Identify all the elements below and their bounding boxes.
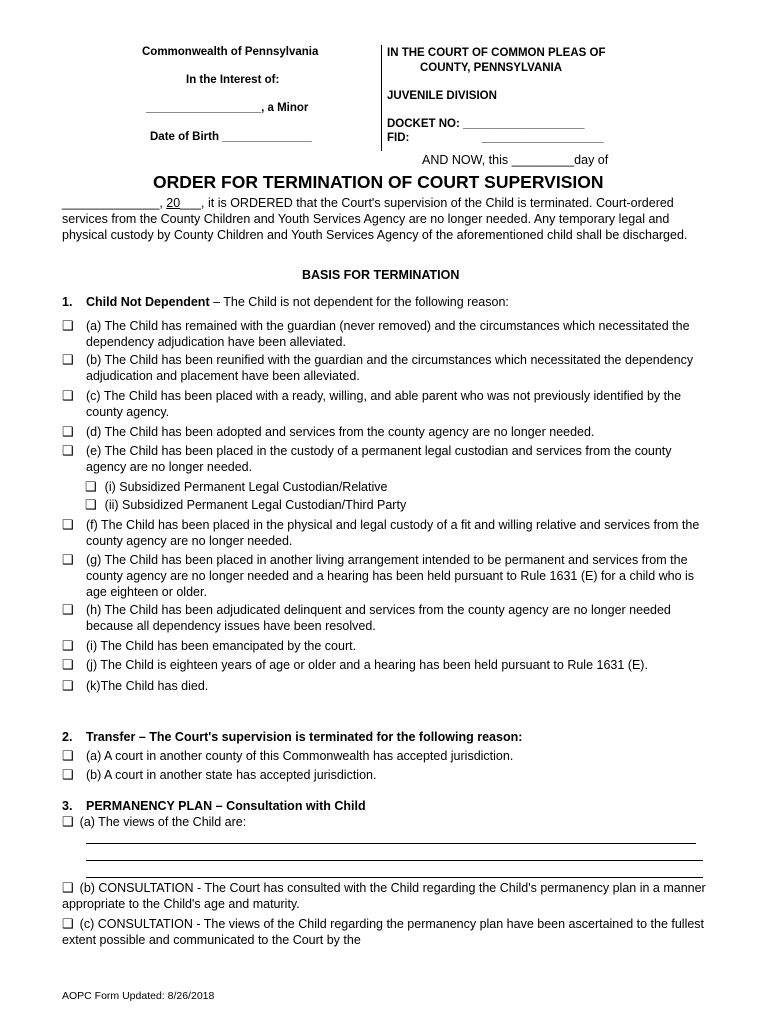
checkbox-item-3c[interactable] <box>62 916 712 948</box>
section1-rest: – The Child is not dependent for the following reason: <box>209 295 509 309</box>
item-text: (a) The views of the Child are: <box>79 815 247 829</box>
juvenile-division-label: JUVENILE DIVISION <box>387 90 497 102</box>
fid-field: ___________________ <box>482 132 604 144</box>
intro-date-blank: ______________, <box>62 196 167 210</box>
item-text: (b) A court in another state has accepted jurisdiction. <box>86 768 377 782</box>
checkbox-item-3b[interactable] <box>62 880 712 912</box>
item-text: (h) The Child has been adjudicated delinquent and services from the county agency are no longer needed because all dependency issues have been resolved. <box>86 603 671 633</box>
court-name-line2: COUNTY, PENNSYLVANIA <box>420 62 563 74</box>
checkbox-item-1k[interactable] <box>62 678 712 694</box>
document-title: ORDER FOR TERMINATION OF COURT SUPERVISION <box>153 172 604 192</box>
checkbox-item-1a[interactable] <box>62 318 712 350</box>
checkbox-icon[interactable]: ❑ <box>62 552 74 567</box>
section1-number: 1. <box>62 295 73 309</box>
and-now-line: AND NOW, this _________day of <box>422 153 609 167</box>
checkbox-icon[interactable]: ❑ <box>62 657 74 672</box>
item-text: (j) The Child is eighteen years of age or older and a hearing has been held pursuant to Rule 1631 (E). <box>86 658 648 672</box>
docket-number-field: DOCKET NO: ___________________ <box>387 118 585 130</box>
checkbox-item-1c[interactable] <box>62 388 712 420</box>
checkbox-subitem-1e-ii[interactable] <box>85 497 406 513</box>
court-name-line1: IN THE COURT OF COMMON PLEAS OF <box>387 47 606 59</box>
section1-title: Child Not Dependent <box>86 295 210 309</box>
checkbox-item-1i[interactable] <box>62 638 712 654</box>
checkbox-item-1d[interactable] <box>62 424 712 440</box>
views-blank-line-3[interactable] <box>86 877 703 878</box>
checkbox-item-1h[interactable] <box>62 602 712 634</box>
basis-heading: BASIS FOR TERMINATION <box>302 268 460 282</box>
checkbox-icon[interactable]: ❑ <box>62 678 74 693</box>
checkbox-item-1e[interactable] <box>62 443 712 475</box>
views-blank-line-2[interactable] <box>86 860 703 861</box>
checkbox-icon[interactable]: ❑ <box>62 424 74 439</box>
item-text: (a) A court in another county of this Commonwealth has accepted jurisdiction. <box>86 749 514 763</box>
header-divider <box>381 45 382 151</box>
item-text: (d) The Child has been adopted and services from the county agency are no longer needed. <box>86 425 595 439</box>
item-text: (ii) Subsidized Permanent Legal Custodian/Third Party <box>104 498 407 512</box>
item-text: (b) The Child has been reunified with the guardian and the circumstances which necessitated the dependency adjudication and placement have been alleviated. <box>86 353 694 383</box>
section3-title: PERMANENCY PLAN – Consultation with Child <box>86 799 366 813</box>
checkbox-item-2b[interactable] <box>62 767 712 783</box>
checkbox-item-1g[interactable] <box>62 552 712 600</box>
section1-heading <box>62 294 509 310</box>
checkbox-icon[interactable]: ❑ <box>62 814 74 829</box>
checkbox-icon[interactable]: ❑ <box>62 352 74 367</box>
checkbox-icon[interactable]: ❑ <box>62 318 74 333</box>
checkbox-icon[interactable]: ❑ <box>62 767 74 782</box>
section3-heading <box>62 798 366 814</box>
section2-heading <box>62 729 522 745</box>
section2-title: Transfer – The Court's supervision is terminated for the following reason: <box>86 730 523 744</box>
fid-label: FID: <box>387 132 410 144</box>
checkbox-subitem-1e-i[interactable] <box>85 479 387 495</box>
checkbox-icon[interactable]: ❑ <box>62 916 74 931</box>
checkbox-icon[interactable]: ❑ <box>62 388 74 403</box>
item-text: (e) The Child has been placed in the custody of a permanent legal custodian and services from the county agency are no longer needed. <box>86 444 672 474</box>
section2-number: 2. <box>62 730 73 744</box>
item-text: (c) The Child has been placed with a ready, willing, and able parent who was not previously identified by the county agency. <box>86 389 682 419</box>
checkbox-item-1j[interactable] <box>62 657 712 673</box>
views-blank-line-1[interactable] <box>86 843 696 844</box>
intro-text: ___, it is ORDERED that the Court's supervision of the Child is terminated. Court-ordered services from the County Children and Youth Services Agency are no longer needed. Any temporary legal and physical custody by County Children and Youth Services Agency of the aforementioned child shall be discharged. <box>62 196 688 242</box>
commonwealth-label: Commonwealth of Pennsylvania <box>142 46 319 58</box>
item-text: (a) The Child has remained with the guardian (never removed) and the circumstances which necessitated the dependency adjudication have been alleviated. <box>86 319 690 349</box>
date-of-birth-field: Date of Birth ______________ <box>150 131 312 143</box>
item-text: (c) CONSULTATION - The views of the Child regarding the permanency plan have been ascertained to the fullest extent possible and communicated to the Court by the <box>62 917 705 947</box>
item-text: (i) Subsidized Permanent Legal Custodian/Relative <box>104 480 388 494</box>
interest-of-label: In the Interest of: <box>186 74 280 86</box>
checkbox-item-1b[interactable] <box>62 352 712 384</box>
checkbox-item-3a[interactable] <box>62 814 246 830</box>
item-text: (g) The Child has been placed in another living arrangement intended to be permanent and services from the county agency are no longer needed and a hearing has been held pursuant to Rule 1631 (E) for a child who is age eighteen or older. <box>86 553 695 599</box>
item-text: (f) The Child has been placed in the physical and legal custody of a fit and willing relative and services from the county agency are no longer needed. <box>86 518 700 548</box>
checkbox-item-1f[interactable] <box>62 517 712 549</box>
checkbox-icon[interactable]: ❑ <box>62 748 74 763</box>
checkbox-icon[interactable]: ❑ <box>62 638 74 653</box>
footer-form-updated: AOPC Form Updated: 8/26/2018 <box>62 990 215 1002</box>
item-text: (b) CONSULTATION - The Court has consulted with the Child regarding the Child's permanency plan in a manner appropriate to the Child's age and maturity. <box>62 881 706 911</box>
intro-year: 20 <box>166 196 181 210</box>
intro-paragraph <box>62 195 712 243</box>
checkbox-icon[interactable]: ❑ <box>62 602 74 617</box>
minor-name-field: __________________, a Minor <box>146 102 309 114</box>
checkbox-icon[interactable]: ❑ <box>85 479 97 494</box>
checkbox-icon[interactable]: ❑ <box>62 443 74 458</box>
checkbox-item-2a[interactable] <box>62 748 712 764</box>
item-text: (k)The Child has died. <box>86 679 209 693</box>
checkbox-icon[interactable]: ❑ <box>62 880 74 895</box>
checkbox-icon[interactable]: ❑ <box>62 517 74 532</box>
item-text: (i) The Child has been emancipated by the court. <box>86 639 357 653</box>
section3-number: 3. <box>62 799 73 813</box>
checkbox-icon[interactable]: ❑ <box>85 497 97 512</box>
